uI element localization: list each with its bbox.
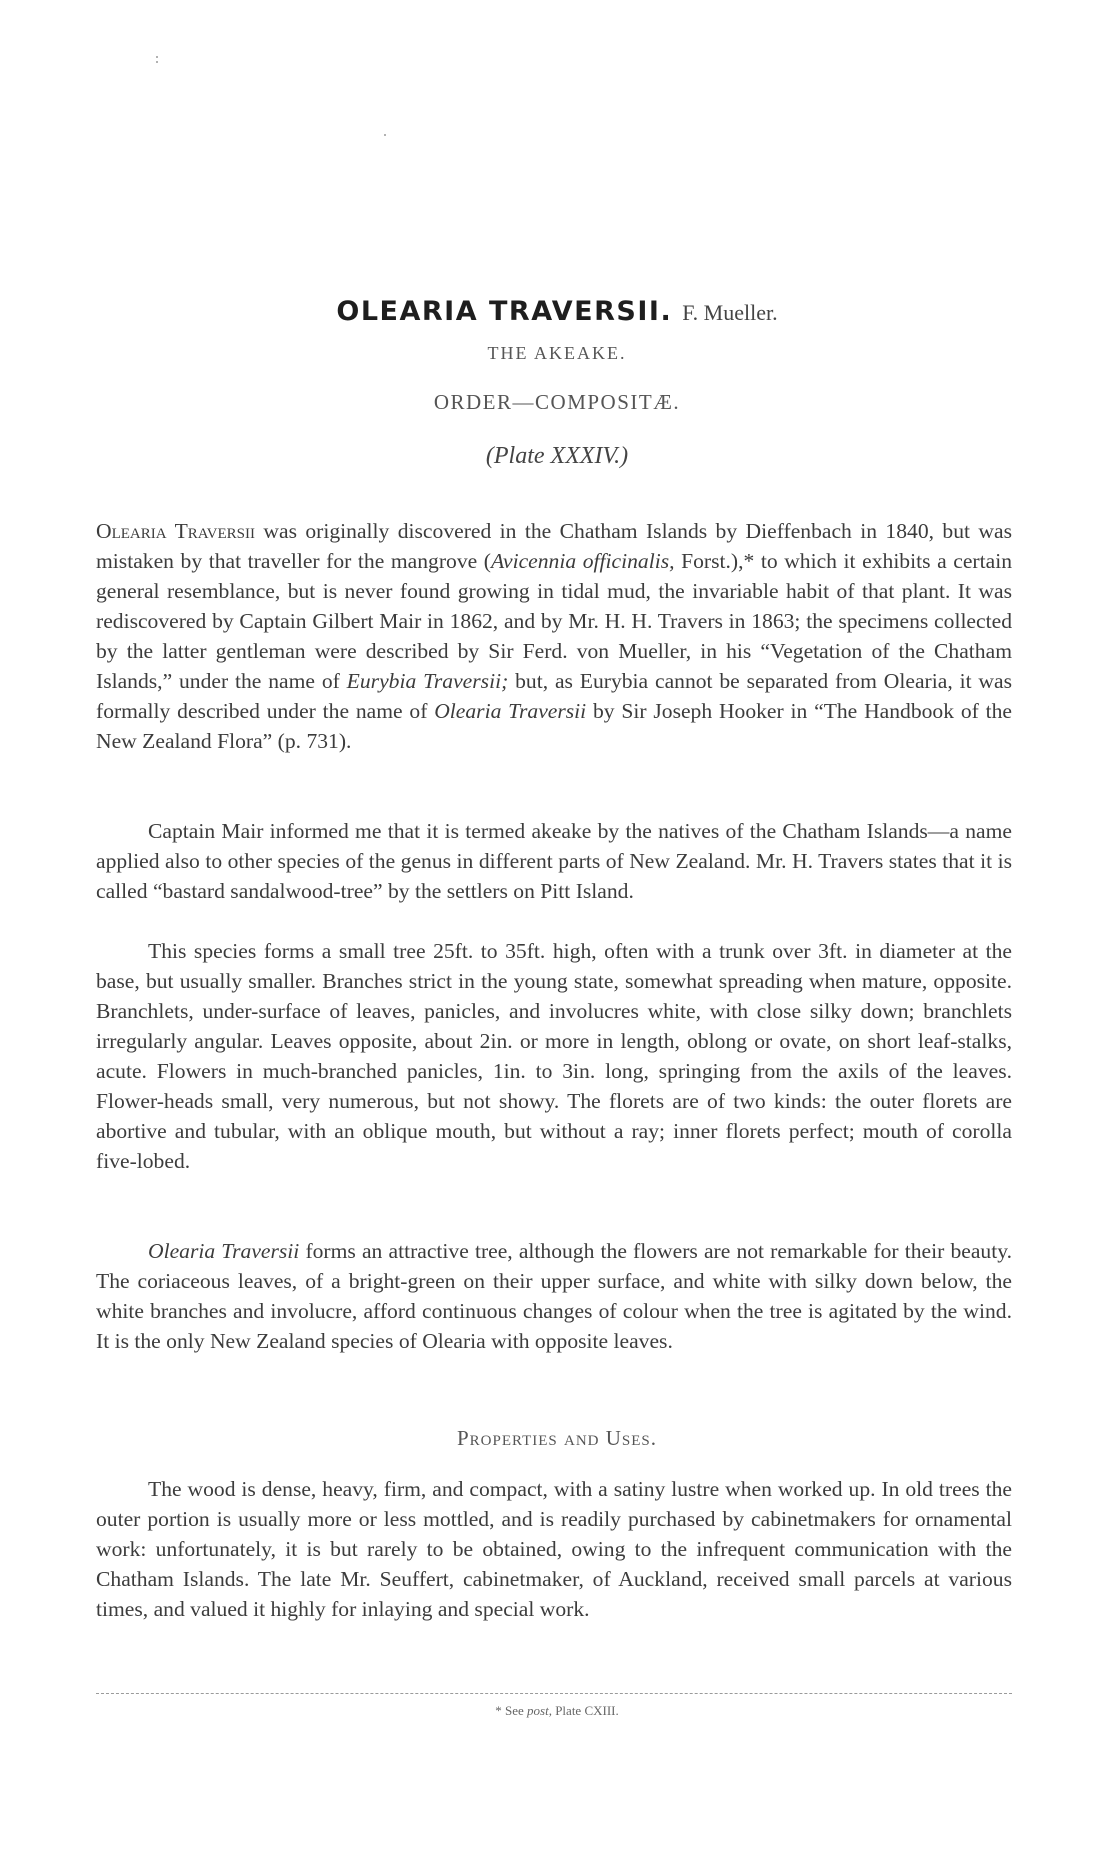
text-run: Forst.),* to which it exhibits a certain general resemblance, but is never found growing in tidal mud, the invariable habit of that plant. It was rediscovered by Captain Gilbert Mair in 1862, and by Mr. H. H. Travers in 1863; the specimens collected by the latter gentleman were described by Sir Ferd. von Mueller, in his “Vegetation of the Chatham Islands,” under the name of bbox=[96, 549, 1012, 693]
text-run: Plate CXIII. bbox=[551, 1703, 619, 1718]
text-run: by Sir Joseph Hooker in “The Handbook of the New Zealand Flora” (p. 731). bbox=[96, 699, 1012, 753]
paragraph-discovery bbox=[96, 516, 1012, 756]
page-title bbox=[0, 296, 1114, 327]
order-heading: ORDER—COMPOSITÆ. bbox=[433, 390, 681, 414]
text-run: was originally discovered in the Chatham Islands by Dieffenbach in 1840, but was mistaken by that traveller for the mangrove ( bbox=[96, 519, 1012, 573]
text-run: forms an attractive tree, although the flowers are not remarkable for their beauty. The coriaceous leaves, of a bright-green on their upper surface, and white with silky down below, the white branches and involucre, afford continuous changes of colour when the tree is agitated by the wind. It is the only New Zealand species of Olearia with opposite leaves. bbox=[96, 1239, 1012, 1353]
paragraph-names: Captain Mair informed me that it is termed akeake by the natives of the Chatham Islands—a name applied also to other species of the genus in different parts of New Zealand. Mr. H. Travers states that it is called “bastard sandalwood-tree” by the settlers on Pitt Island. bbox=[96, 819, 1012, 903]
scan-speck bbox=[384, 134, 386, 136]
section-heading: Properties and Uses. bbox=[456, 1426, 658, 1450]
italic-run: Avicennia officinalis, bbox=[491, 549, 675, 573]
scan-speck bbox=[156, 61, 158, 63]
species-title: OLEARIA TRAVERSII. bbox=[336, 296, 673, 327]
footnote bbox=[0, 1703, 1114, 1719]
italic-run: Eurybia Traversii; bbox=[346, 669, 509, 693]
text-run: but, as Eurybia cannot be separated from Olearia, it was formally described under the name of bbox=[96, 669, 1013, 723]
paragraph-lead: Olearia Traversii bbox=[96, 519, 256, 543]
text-run: * See bbox=[495, 1703, 528, 1718]
common-name: THE AKEAKE. bbox=[487, 343, 627, 363]
scan-speck bbox=[156, 56, 158, 58]
paragraph-appearance bbox=[96, 1236, 1012, 1356]
paragraph-description: This species forms a small tree 25ft. to 35ft. high, often with a trunk over 3ft. in diameter at the base, but usually smaller. Branches strict in the young state, somewhat spreading when mature, opposite. Branchlets, under-surface of leaves, panicles, and involucres white, with close silky down; branchlets irregularly angular. Leaves opposite, about 2in. or more in length, oblong or ovate, on short leaf-stalks, acute. Flowers in much-branched panicles, 1in. to 3in. long, springing from the axils of the leaves. Flower-heads small, very numerous, but not showy. The florets are of two kinds: the outer florets are abortive and tubular, with an oblique mouth, but without a ray; inner florets perfect; mouth of corolla five-lobed. bbox=[96, 939, 1012, 1173]
paragraph-uses: The wood is dense, heavy, firm, and compact, with a satiny lustre when worked up. In old trees the outer portion is usually more or less mottled, and is readily purchased by cabinetmakers for ornamental work: unfortunately, it is but rarely to be obtained, owing to the infrequent communication with the Chatham Islands. The late Mr. Seuffert, cabinetmaker, of Auckland, received small parcels at various times, and valued it highly for inlaying and special work. bbox=[96, 1477, 1012, 1621]
italic-run: Olearia Traversii bbox=[148, 1239, 300, 1263]
italic-run: post, bbox=[527, 1703, 552, 1718]
italic-run: Olearia Traversii bbox=[434, 699, 587, 723]
footnote-divider bbox=[96, 1693, 1012, 1694]
plate-reference: (Plate XXXIV.) bbox=[485, 443, 629, 469]
species-author: F. Mueller. bbox=[682, 300, 778, 325]
